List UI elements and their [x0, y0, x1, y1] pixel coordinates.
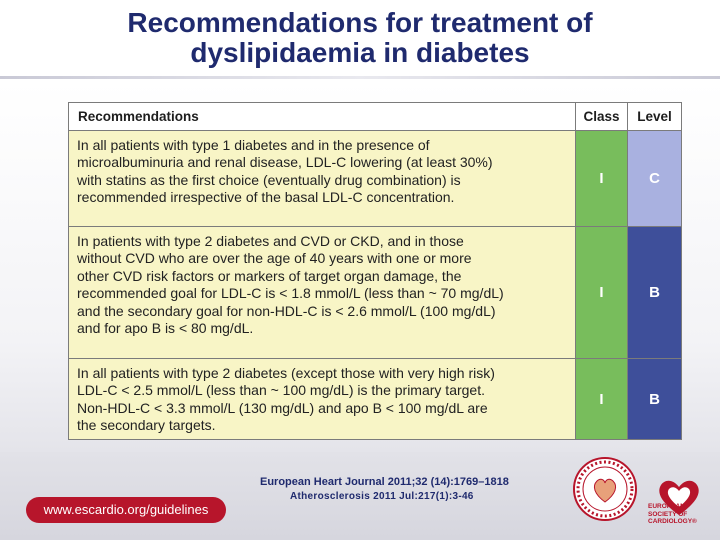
title-line-1: Recommendations for treatment of	[127, 7, 593, 38]
table-row	[69, 359, 681, 439]
table-header-row	[69, 103, 681, 131]
header-class: Class	[576, 103, 628, 131]
recommendation-text: In all patients with type 2 diabetes (except those with very high risk) LDL-C < 2.5 mmol/L (less than ~ 100 mg/dL) is the primary target. Non-HDL-C < 3.3 mmol/L (130 mg/dL) and apo B < 100 mg/dL are the secondary targets.	[69, 359, 576, 439]
class-badge: I	[576, 359, 628, 439]
recommendation-text: In all patients with type 1 diabetes and in the presence of microalbuminuria and renal disease, LDL-C lowering (at least 30%) with statins as the first choice (eventually drug combination) is recommended irrespective of the basal LDL-C concentration.	[69, 131, 576, 227]
reference-atherosclerosis: Atherosclerosis 2011 Jul:217(1):3-46	[290, 491, 474, 502]
recommendation-text: In patients with type 2 diabetes and CVD or CKD, and in those without CVD who are over the age of 40 years with one or more other CVD risk factors or markers of target organ damage, the recommended goal for LDL-C is < 1.8 mmol/L (less than ~ 70 mg/dL) and the secondary goal for non-HDL-C is < 2.6 mmol/L (100 mg/dL) and for apo B is < 80 mg/dL.	[69, 227, 576, 359]
title-divider	[0, 76, 720, 79]
table-row	[69, 227, 681, 359]
esc-logo-label: EUROPEAN SOCIETY OF CARDIOLOGY®	[648, 503, 697, 525]
header-recommendations: Recommendations	[69, 103, 576, 131]
class-badge: I	[576, 227, 628, 359]
guidelines-link[interactable]: www.escardio.org/guidelines	[26, 497, 226, 523]
table-row	[69, 131, 681, 227]
header-level: Level	[628, 103, 681, 131]
recommendations-table	[68, 102, 682, 440]
level-badge: C	[628, 131, 681, 227]
eas-seal-icon	[572, 456, 638, 522]
title-line-2: dyslipidaemia in diabetes	[190, 37, 530, 68]
slide-title	[0, 8, 720, 68]
level-badge: B	[628, 227, 681, 359]
class-badge: I	[576, 131, 628, 227]
level-badge: B	[628, 359, 681, 439]
reference-ehj: European Heart Journal 2011;32 (14):1769–1818	[260, 476, 509, 488]
